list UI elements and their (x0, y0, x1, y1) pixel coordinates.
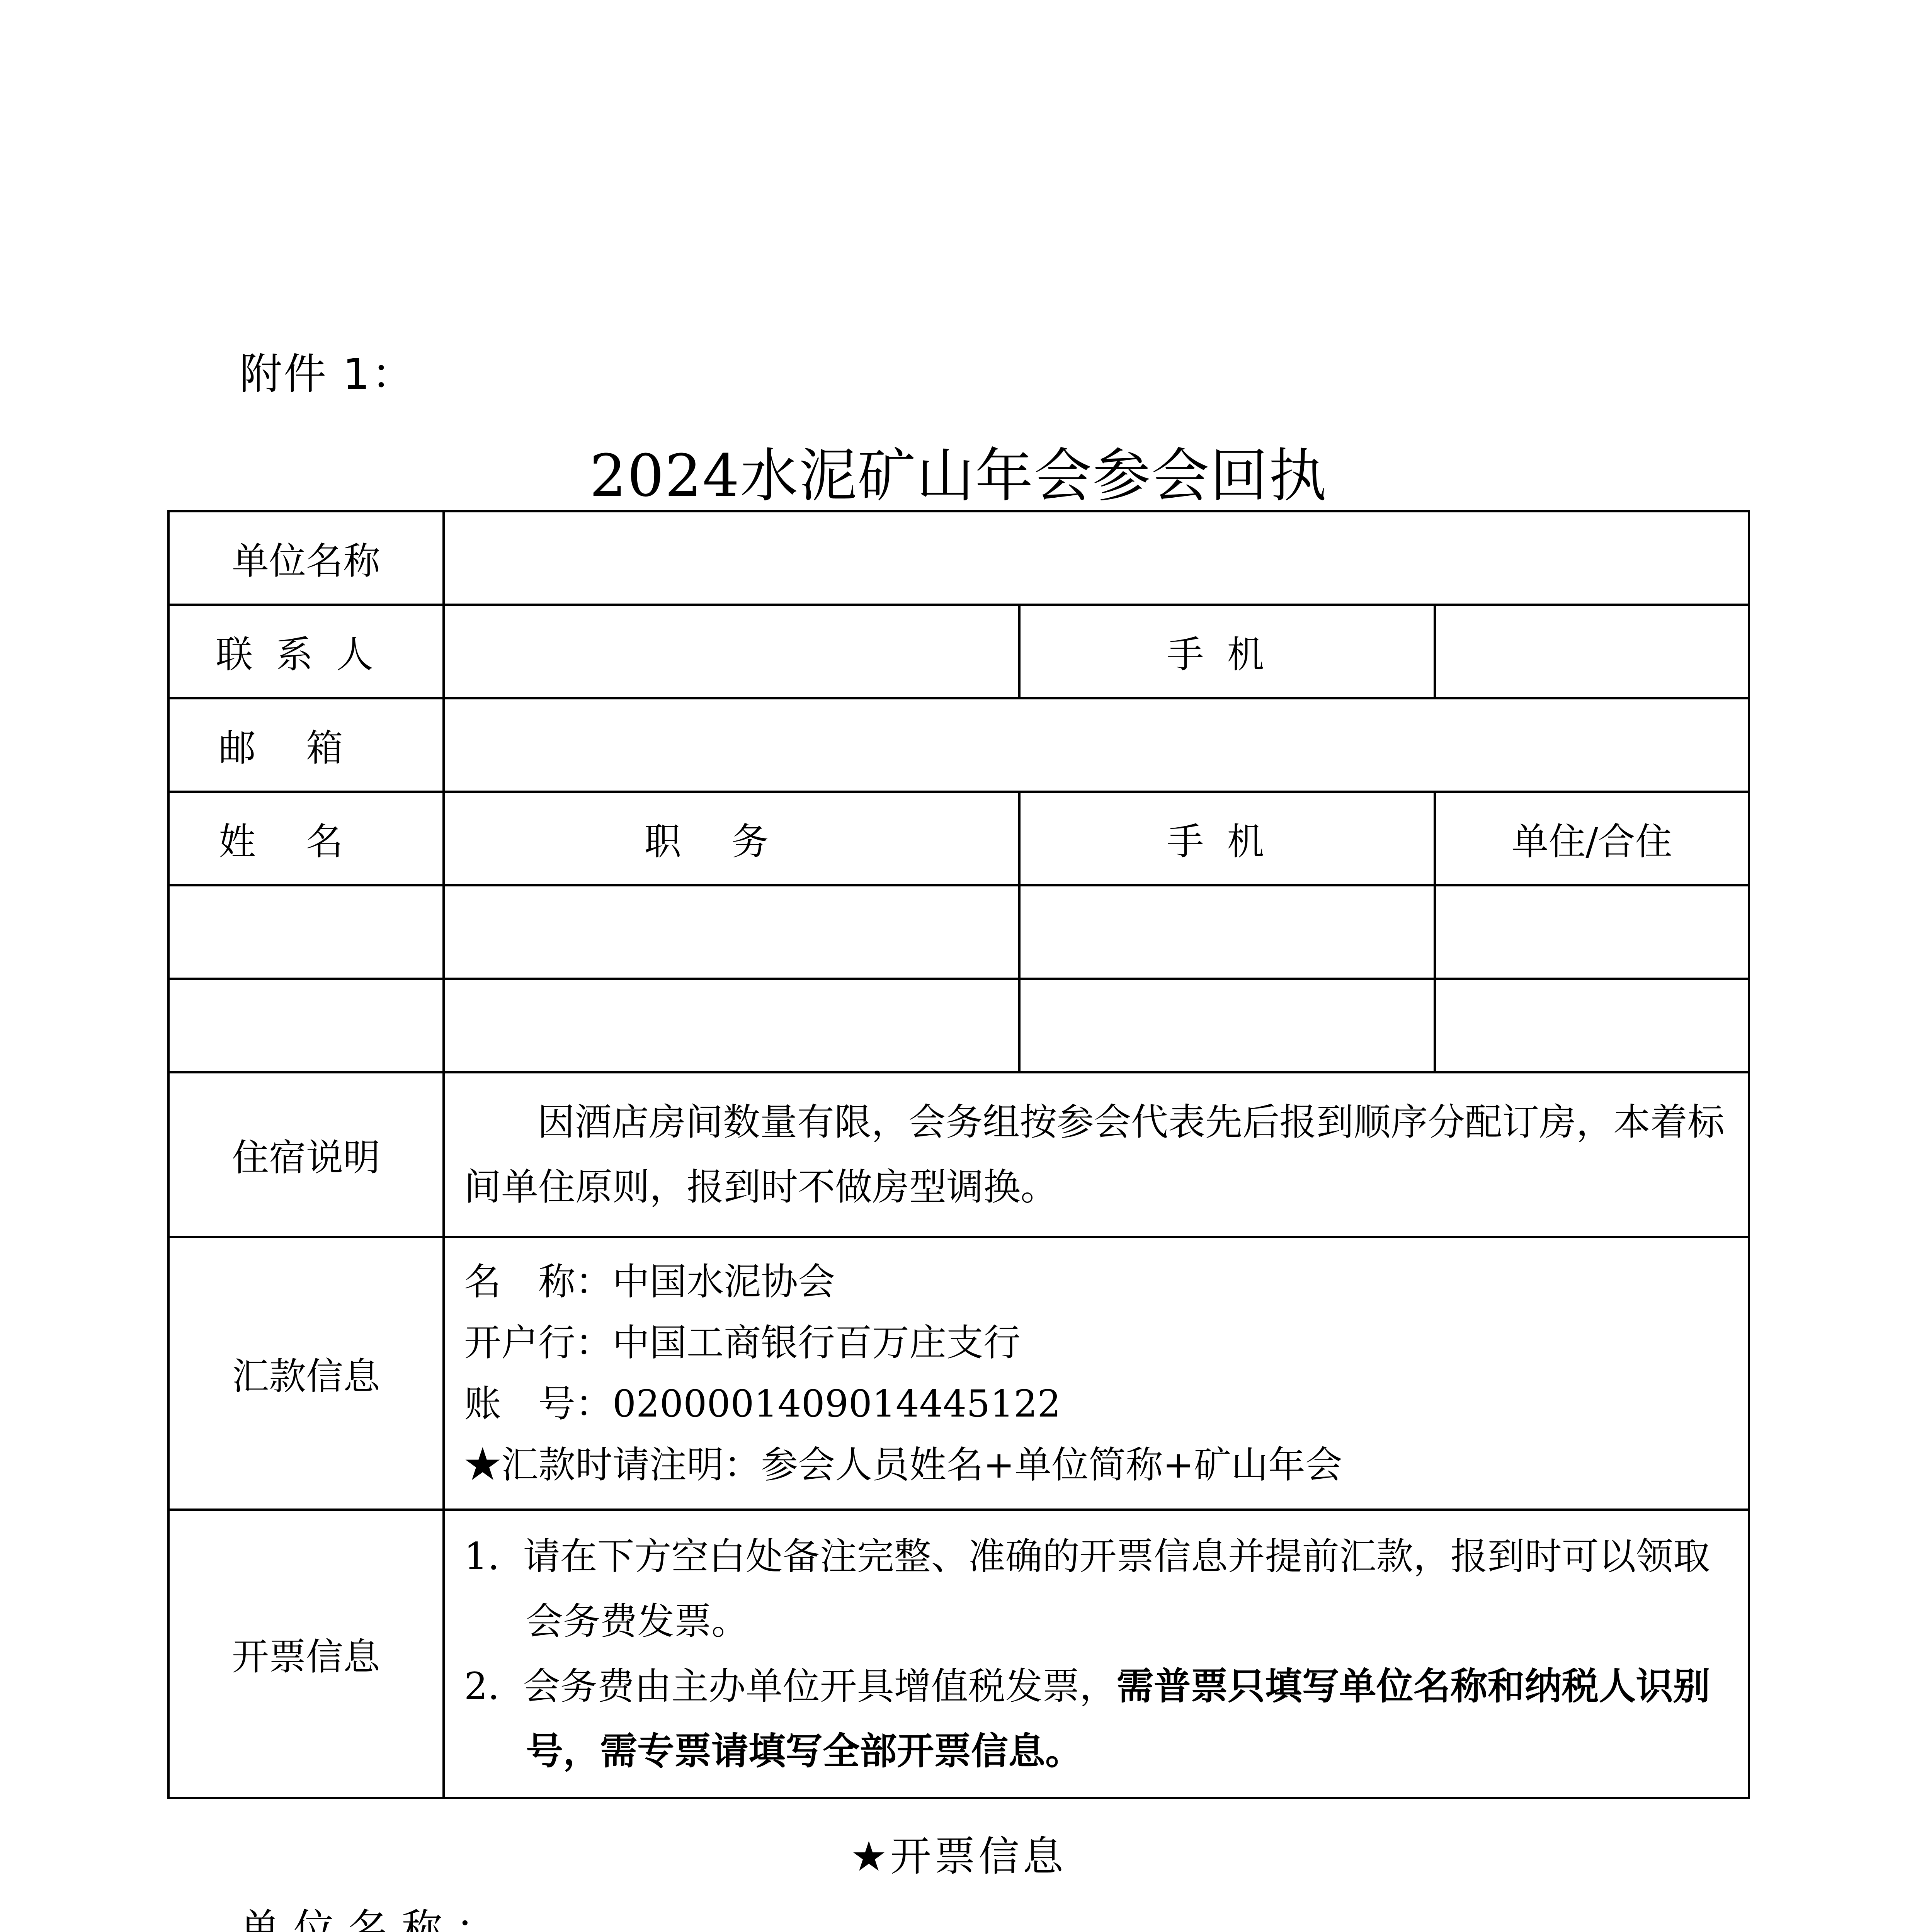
lodging-label: 住宿说明 (168, 1072, 444, 1237)
unit-name-field[interactable] (444, 511, 1749, 605)
col-header-room-type: 单住/合住 (1435, 792, 1749, 885)
contact-label: 联系人 (168, 605, 444, 698)
attendee-row (168, 979, 1749, 1072)
attendee-name-field[interactable] (168, 979, 444, 1072)
remit-account-number: 账 号：0200001409014445122 (464, 1373, 1728, 1434)
col-header-mobile: 手机 (1019, 792, 1435, 885)
row-email (168, 698, 1749, 792)
item-text: 会务费由主办单位开具增值税发票， (523, 1665, 1117, 1708)
attendee-mobile-field[interactable] (1019, 885, 1435, 979)
invoice-instruction-item (464, 1524, 1736, 1654)
invoice-section-title: ★开票信息 (0, 1824, 1917, 1883)
email-label: 邮箱 (168, 698, 444, 792)
remit-info (444, 1237, 1749, 1510)
field-label: 单 位 名 称 ： (240, 1896, 541, 1932)
item-number: 1. (464, 1535, 500, 1578)
contact-mobile-label: 手机 (1019, 605, 1435, 698)
attendee-room-type-field[interactable] (1435, 885, 1749, 979)
item-text: 请在下方空白处备注完整、准确的开票信息并提前汇款，报到时可以领取会务费发票。 (523, 1535, 1710, 1643)
row-unit-name (168, 511, 1749, 605)
remit-label: 汇款信息 (168, 1237, 444, 1510)
lodging-text: 因酒店房间数量有限，会务组按参会代表先后报到顺序分配订房，本着标间单住原则，报到时不做房型调换。 (444, 1072, 1749, 1237)
contact-mobile-field[interactable] (1435, 605, 1749, 698)
attendee-mobile-field[interactable] (1019, 979, 1435, 1072)
row-lodging (168, 1072, 1749, 1237)
item-number: 2. (464, 1665, 500, 1708)
row-contact (168, 605, 1749, 698)
attendee-row (168, 885, 1749, 979)
page-title: 2024水泥矿山年会参会回执 (0, 429, 1917, 512)
col-header-position: 职务 (444, 792, 1019, 885)
contact-field[interactable] (444, 605, 1019, 698)
invoice-field-unit-name[interactable] (240, 1893, 1631, 1932)
attendee-name-field[interactable] (168, 885, 444, 979)
remit-note: ★汇款时请注明：参会人员姓名+单位简称+矿山年会 (464, 1434, 1728, 1495)
attendee-position-field[interactable] (444, 979, 1019, 1072)
row-invoice (168, 1510, 1749, 1798)
invoice-label: 开票信息 (168, 1510, 444, 1798)
attendee-position-field[interactable] (444, 885, 1019, 979)
attendee-header-row (168, 792, 1749, 885)
invoice-instruction-item (464, 1654, 1736, 1784)
registration-form-table (167, 510, 1750, 1799)
item-bold-text: 需普票只填写单位名称和纳税人识别号，需专票请填写全部开票信息。 (526, 1664, 1710, 1773)
email-field[interactable] (444, 698, 1749, 792)
row-remittance (168, 1237, 1749, 1510)
attendee-room-type-field[interactable] (1435, 979, 1749, 1072)
unit-name-label: 单位名称 (168, 511, 444, 605)
invoice-instructions (444, 1510, 1749, 1798)
remit-bank: 开户行：中国工商银行百万庄支行 (464, 1312, 1728, 1373)
remit-account-name: 名 称：中国水泥协会 (464, 1251, 1728, 1312)
attachment-label: 附件 1： (240, 340, 415, 401)
col-header-name: 姓名 (168, 792, 444, 885)
